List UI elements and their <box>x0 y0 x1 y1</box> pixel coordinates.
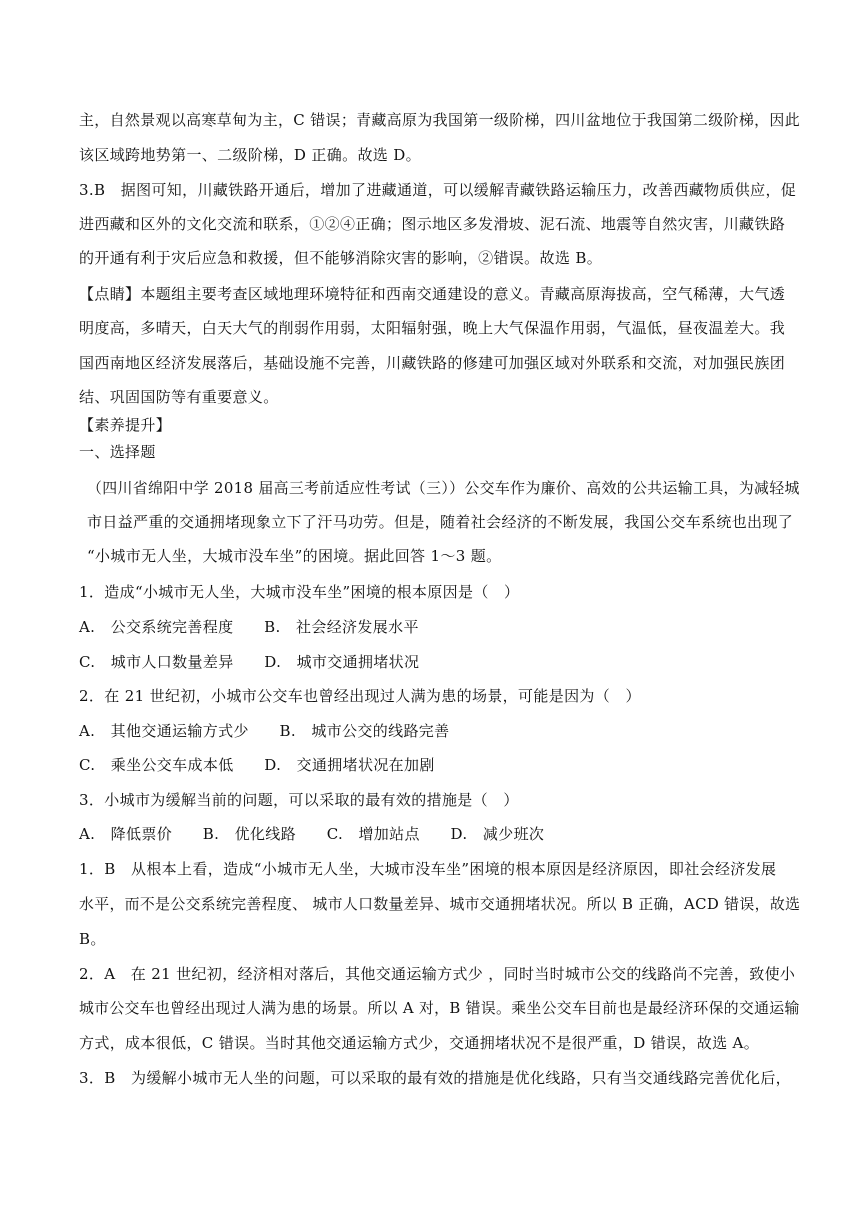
text-line: 主，自然景观以高寒草甸为主，C 错误；青藏高原为我国第一级阶梯，四川盆地位于我国第二级阶梯，因此 <box>79 111 801 129</box>
question-3: 3．小城市为缓解当前的问题，可以采取的最有效的措施是（ ） <box>79 791 519 809</box>
section-heading: 【素养提升】 <box>79 416 172 434</box>
answer-2: 方式，成本很低，C 错误。当时其他交通运输方式少，交通拥堵状况不是很严重，D 错误，故选 A。 <box>79 1034 760 1052</box>
text-line: 国西南地区经济发展落后，基础设施不完善，川藏铁路的修建可加强区域对外联系和交流，对加强民族团 <box>79 354 786 372</box>
text-line: 明度高，多晴天，白天大气的削弱作用弱，太阳辐射强，晚上大气保温作用弱，气温低，昼夜温差大。我 <box>79 319 786 337</box>
answer-2: 2．A 在 21 世纪初，经济相对落后，其他交通运输方式少 ，同时当时城市公交的线路尚不完善，致使小 <box>79 965 796 983</box>
answer-1: B。 <box>79 930 106 948</box>
question-2-options: A. 其他交通运输方式少 B. 城市公交的线路完善 <box>79 722 450 740</box>
question-1-options: C. 城市人口数量差异 D. 城市交通拥堵状况 <box>79 653 420 671</box>
text-line: 结、巩固国防等有重要意义。 <box>79 388 279 406</box>
question-1-options: A. 公交系统完善程度 B. 社会经济发展水平 <box>79 618 419 636</box>
text-line: 进西藏和区外的文化交流和联系，①②④正确；图示地区多发滑坡、泥石流、地震等自然灾害，川藏铁路 <box>79 215 786 233</box>
answer-1: 水平，而不是公交系统完善程度、 城市人口数量差异、城市交通拥堵状况。所以 B 正确，ACD 错误，故选 <box>79 895 801 913</box>
section-subheading: 一、选择题 <box>79 443 156 461</box>
text-line: 3.B 据图可知，川藏铁路开通后，增加了进藏通道，可以缓解青藏铁路运输压力，改善西藏物质供应，促 <box>79 181 797 199</box>
text-line: 该区域跨地势第一、二级阶梯，D 正确。故选 D。 <box>79 146 421 164</box>
question-intro: “小城市无人坐，大城市没车坐”的困境。据此回答 1～3 题。 <box>87 547 502 565</box>
question-3-options: A. 降低票价 B. 优化线路 C. 增加站点 D. 减少班次 <box>79 825 545 843</box>
text-line: 的开通有利于灾后应急和救援，但不能够消除灾害的影响，②错误。故选 B。 <box>79 249 603 267</box>
question-2: 2．在 21 世纪初，小城市公交车也曾经出现过人满为患的场景，可能是因为（ ） <box>79 687 641 705</box>
answer-3: 3．B 为缓解小城市无人坐的问题，可以采取的最有效的措施是优化线路，只有当交通线路完善优化后， <box>79 1069 792 1087</box>
question-intro: （四川省绵阳中学 2018 届高三考前适应性考试（三））公交车作为廉价、高效的公共运输工具，为减轻城 <box>87 479 800 497</box>
answer-1: 1．B 从根本上看，造成“小城市无人坐，大城市没车坐”困境的根本原因是经济原因，即社会经济发展 <box>79 860 777 878</box>
answer-2: 城市公交车也曾经出现过人满为患的场景。所以 A 对，B 错误。乘坐公交车目前也是最经济环保的交通运输 <box>79 999 800 1017</box>
text-line: 【点睛】本题组主要考查区域地理环境特征和西南交通建设的意义。青藏高原海拔高，空气稀薄，大气透 <box>79 285 786 303</box>
question-2-options: C. 乘坐公交车成本低 D. 交通拥堵状况在加剧 <box>79 756 435 774</box>
question-1: 1．造成“小城市无人坐，大城市没车坐”困境的根本原因是（ ） <box>79 583 520 601</box>
question-intro: 市日益严重的交通拥堵现象立下了汗马功劳。但是，随着社会经济的不断发展，我国公交车系统也出现了 <box>87 513 794 531</box>
